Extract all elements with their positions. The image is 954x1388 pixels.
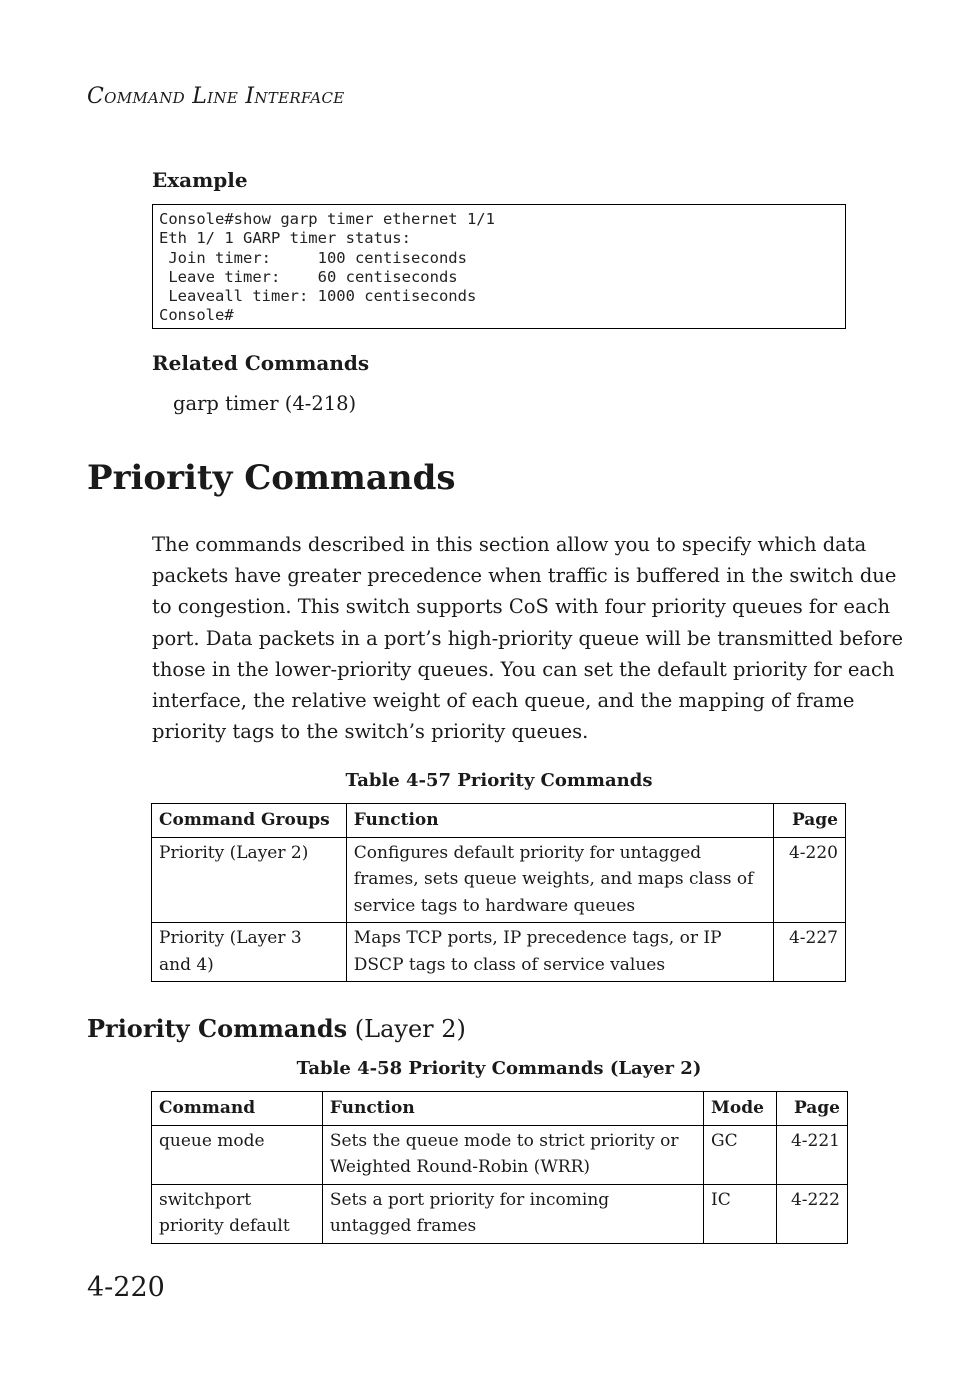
column-header: Command [152,1092,323,1126]
table-cell: Sets the queue mode to strict priority or Weighted Round-Robin (WRR) [322,1125,703,1184]
table-cell: 4-221 [777,1125,848,1184]
code-line: Console#show garp timer ethernet 1/1 [159,210,495,228]
table-cell: 4-220 [774,837,846,923]
subsection-title-rest: (Layer 2) [347,1015,466,1043]
table-cell: 4-222 [777,1184,848,1243]
running-head [87,84,345,109]
table-cell: queue mode [152,1125,323,1184]
paragraph-line: priority tags to the switch’s priority queues. [152,720,589,744]
table-58-caption: Table 4-58 Priority Commands (Layer 2) [296,1058,702,1079]
table-row [152,1125,848,1184]
table-cell: switchport priority default [152,1184,323,1243]
code-line: Leave timer: 60 centiseconds [159,267,458,286]
section-intro-paragraph [152,529,904,747]
table-cell: 4-227 [774,923,846,982]
section-title: Priority Commands [87,458,456,498]
column-header: Function [346,804,773,838]
table-cell: Priority (Layer 3 and 4) [152,923,347,982]
column-header: Function [322,1092,703,1126]
page-number: 4-220 [87,1272,165,1303]
paragraph-line: packets have greater precedence when traffic is buffered in the switch due [152,564,897,588]
running-head-part: C [87,84,105,109]
related-command-link[interactable]: garp timer (4-218) [173,392,357,415]
table-cell: GC [704,1125,777,1184]
running-head-part: I [245,84,255,109]
code-line: Eth 1/ 1 GARP timer status: [159,229,411,248]
running-head-part: OMMAND [104,89,185,107]
table-header-row [152,1092,848,1126]
related-commands-heading: Related Commands [152,351,370,375]
running-head-part: L [192,84,208,109]
table-header-row [152,804,846,838]
code-line: Console# [159,306,234,325]
table-cell: Configures default priority for untagged frames, sets queue weights, and maps class of service tags to hardware queues [346,837,773,923]
code-line: Leaveall timer: 1000 centiseconds [159,287,477,306]
column-header: Page [774,804,846,838]
priority-commands-table [151,803,846,982]
code-example-box [152,204,846,329]
table-row [152,1184,848,1243]
table-row [152,923,846,982]
paragraph-line: port. Data packets in a port’s high-priority queue will be transmitted before [152,626,904,650]
paragraph-line: The commands described in this section allow you to specify which data [152,533,867,556]
table-row [152,837,846,923]
running-head-part: INE [207,89,239,107]
column-header: Command Groups [152,804,347,838]
example-heading: Example [152,168,248,192]
paragraph-line: those in the lower-priority queues. You can set the default priority for each [152,657,895,681]
column-header: Page [777,1092,848,1126]
table-cell: IC [704,1184,777,1243]
subsection-title-bold: Priority Commands [87,1014,348,1043]
table-cell: Maps TCP ports, IP precedence tags, or IP DSCP tags to class of service values [346,923,773,982]
table-57-caption: Table 4-57 Priority Commands [345,770,653,791]
running-head-part: NTERFACE [254,89,345,107]
code-line: Join timer: 100 centiseconds [159,248,467,267]
table-cell: Sets a port priority for incoming untagged frames [322,1184,703,1243]
table-cell: Priority (Layer 2) [152,837,347,923]
subsection-title [87,1014,466,1043]
priority-commands-layer2-table [151,1091,848,1244]
column-header: Mode [704,1092,777,1126]
paragraph-line: interface, the relative weight of each queue, and the mapping of frame [152,689,855,713]
paragraph-line: to congestion. This switch supports CoS with four priority queues for each [152,595,891,619]
